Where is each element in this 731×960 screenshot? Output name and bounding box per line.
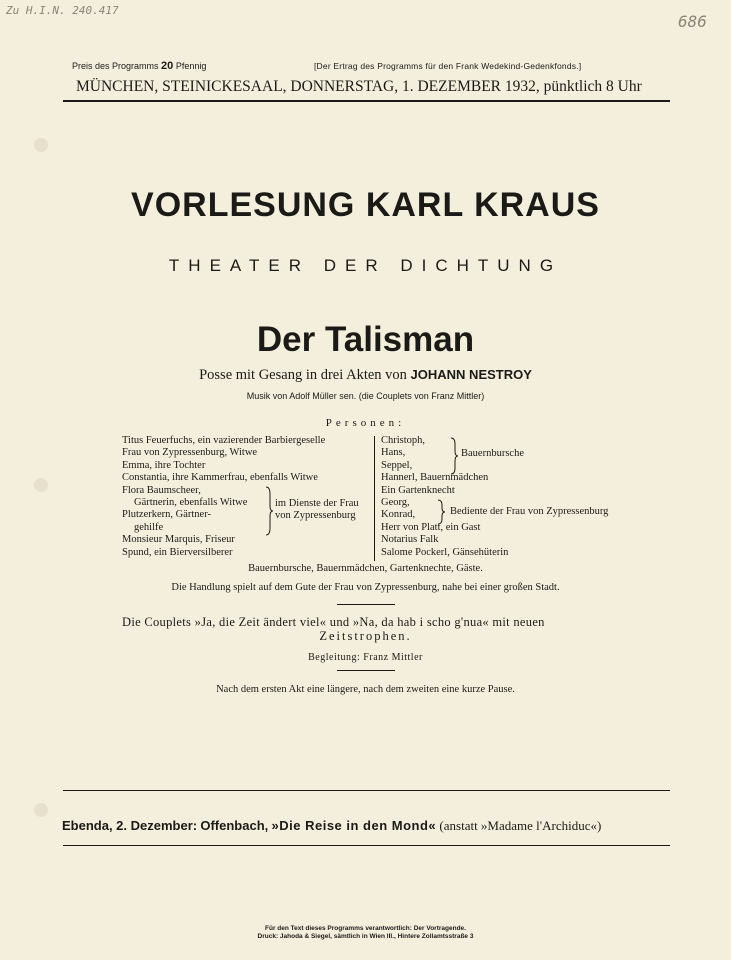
cast-entry: Konrad, [381, 509, 416, 521]
section-rule-2 [337, 670, 395, 671]
cast-entry: Constantia, ihre Kammerfrau, ebenfalls Witwe [122, 472, 318, 484]
left-group-note-line: von Zypressenburg [275, 510, 356, 522]
next-event-prefix: Ebenda, 2. Dezember: [62, 818, 198, 833]
cast-left-column [122, 435, 325, 559]
footer-rule-top [63, 790, 670, 791]
cast-entry: Hannerl, Bauernmädchen [381, 472, 489, 484]
header-price [72, 60, 206, 72]
page-title: VORLESUNG KARL KRAUS [131, 186, 600, 224]
cast-entry: Flora Baumscheer, [122, 484, 201, 496]
price-unit: Pfennig [175, 61, 207, 71]
cast-entry: Plutzerkern, Gärtner- [122, 509, 211, 521]
cast-entry: Christoph, [381, 435, 426, 446]
footer-rule-bottom [63, 845, 670, 846]
section-rule-1 [337, 604, 395, 605]
play-author: JOHANN NESTROY [410, 367, 532, 382]
cast-entry: Ein Gartenknecht [381, 484, 455, 496]
cast-entry: gehilfe [134, 521, 164, 533]
left-group-note-line: im Dienste der Frau [275, 498, 359, 509]
cast-setting: Die Handlung spielt auf dem Gute der Frau von Zypressenburg, nahe bei einer großen Stadt. [171, 582, 560, 593]
cast-entry: Emma, ihre Tochter [122, 459, 206, 471]
punch-hole-middle [34, 478, 48, 492]
play-music: Musik von Adolf Müller sen. (die Couplets von Franz Mittler) [246, 391, 485, 401]
header-location-date: MÜNCHEN, STEINICKESAAL, DONNERSTAG, 1. DEZEMBER 1932, pünktlich 8 Uhr [76, 78, 642, 95]
next-event [62, 818, 601, 834]
header-rule [63, 100, 670, 102]
cast-heading: Personen: [325, 417, 406, 429]
cast-entry: Hans, [381, 447, 406, 459]
couplets-line-2: Zeitstrophen. [319, 629, 412, 643]
page-subtitle: THEATER DER DICHTUNG [168, 256, 563, 275]
next-event-composer: Offenbach, [200, 818, 269, 833]
header-proceeds: [Der Ertrag des Programms für den Frank Wedekind-Gedenkfonds.] [314, 61, 582, 71]
punch-hole-top [34, 138, 48, 152]
right-group-brace-1 [449, 437, 459, 475]
cast-entry: Notarius Falk [381, 534, 439, 546]
imprint-line-2: Druck: Jahoda & Siegel, sämtlich in Wien III., Hintere Zollamtsstraße 3 [257, 933, 474, 940]
cast-entry: Titus Feuerfuchs, ein vazierender Barbiergeselle [122, 435, 326, 446]
play-subtitle-prefix: Posse mit Gesang in drei Akten von [199, 367, 407, 383]
right-group-brace-2 [436, 499, 446, 525]
right-group-note-1: Bauernbursche [461, 448, 524, 459]
imprint-line-1: Für den Text dieses Programms verantwortlich: Der Vortragende. [265, 925, 466, 932]
punch-hole-bottom [34, 803, 48, 817]
cast-entry: Herr von Platt, ein Gast [381, 521, 481, 533]
next-event-note: (anstatt »Madame l'Archiduc«) [439, 818, 602, 833]
couplets-accompaniment: Begleitung: Franz Mittler [308, 652, 423, 663]
price-label: Preis des Programms [72, 61, 159, 71]
cast-entry: Georg, [381, 496, 410, 508]
next-event-work: »Die Reise in den Mond« [271, 818, 437, 833]
cast-extras: Bauernbursche, Bauernmädchen, Gartenknechte, Gäste. [248, 563, 483, 574]
left-group-note [275, 498, 359, 523]
play-subtitle [0, 367, 731, 384]
couplets-line-1: Die Couplets »Ja, die Zeit ändert viel« und »Na, da hab i scho g'nua« mit neuen [122, 615, 545, 629]
price-value: 20 [161, 60, 174, 72]
cast-entry: Gärtnerin, ebenfalls Witwe [134, 496, 248, 508]
pause-note: Nach dem ersten Akt eine längere, nach dem zweiten eine kurze Pause. [216, 684, 515, 695]
archive-signature: Zu H.I.N. 240.417 [6, 4, 119, 17]
cast-entry: Spund, ein Bierversilberer [122, 546, 233, 558]
left-group-brace [264, 486, 274, 536]
cast-entry: Frau von Zypressenburg, Witwe [122, 447, 258, 459]
play-title: Der Talisman [256, 320, 475, 359]
cast-entry: Monsieur Marquis, Friseur [122, 534, 235, 546]
archive-page-number: 686 [678, 12, 707, 31]
right-group-note-2: Bediente der Frau von Zypressenburg [450, 506, 609, 517]
cast-entry: Salome Pockerl, Gänsehüterin [381, 546, 509, 558]
cast-column-divider [374, 436, 375, 561]
cast-entry: Seppel, [381, 459, 413, 471]
